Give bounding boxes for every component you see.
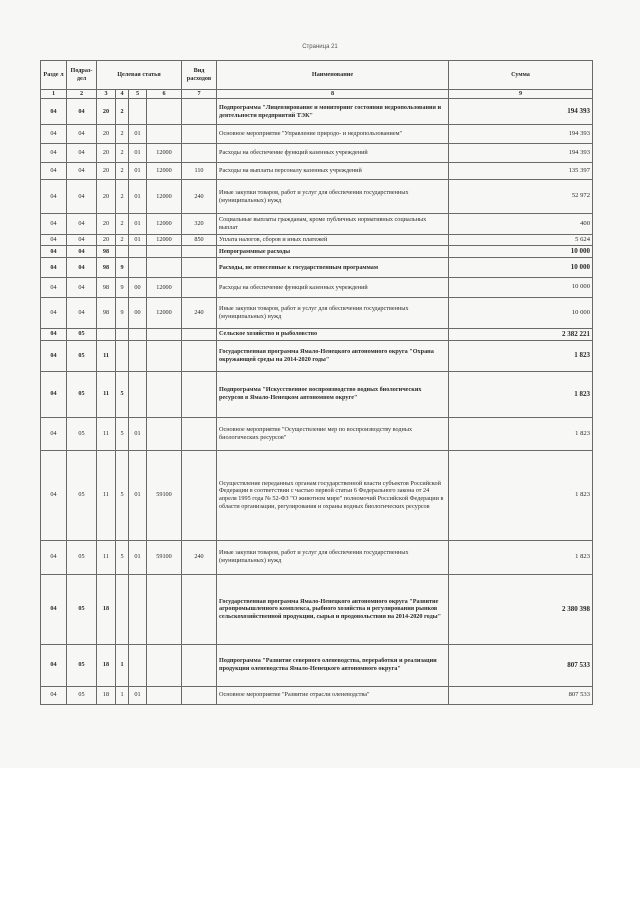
cs-subprogram-cell: 2	[116, 214, 129, 235]
index-cell: 2	[67, 90, 97, 99]
cs-subprogram-cell: 2	[116, 125, 129, 144]
table-row	[41, 180, 593, 214]
summa-cell: 135 397	[449, 163, 593, 180]
index-cell: 1	[41, 90, 67, 99]
header-summa: Сумма	[449, 61, 593, 90]
vid-rashodov-cell	[182, 257, 217, 277]
podrazdel-cell: 04	[67, 297, 97, 328]
column-index-row	[41, 90, 593, 99]
cs-direction-cell: 59100	[147, 540, 182, 574]
summa-cell: 807 533	[449, 686, 593, 704]
cs-subprogram-cell	[116, 574, 129, 644]
cs-direction-cell: 12000	[147, 180, 182, 214]
razdel-cell: 04	[41, 99, 67, 125]
razdel-cell: 04	[41, 371, 67, 417]
naimenovanie-cell: Основное мероприятие "Осуществление мер по воспроизводству водных биологических ресурсов"	[217, 417, 449, 450]
cs-direction-cell	[147, 257, 182, 277]
header-naimenovanie: Наименование	[217, 61, 449, 90]
table-row	[41, 277, 593, 297]
cs-subprogram-cell: 1	[116, 644, 129, 686]
cs-subprogram-cell: 2	[116, 163, 129, 180]
razdel-cell: 04	[41, 163, 67, 180]
table-row	[41, 574, 593, 644]
cs-program-cell: 20	[97, 214, 116, 235]
razdel-cell: 04	[41, 574, 67, 644]
table-row	[41, 417, 593, 450]
vid-rashodov-cell: 850	[182, 235, 217, 246]
cs-direction-cell: 12000	[147, 235, 182, 246]
table-row	[41, 246, 593, 258]
razdel-cell: 04	[41, 540, 67, 574]
summa-cell: 1 823	[449, 540, 593, 574]
naimenovanie-cell: Уплата налогов, сборов и иных платежей	[217, 235, 449, 246]
cs-program-cell: 98	[97, 246, 116, 258]
page-number: Страница 21	[302, 44, 338, 50]
naimenovanie-cell: Подпрограмма "Искусственное воспроизводство водных биологических ресурсов в Ямало-Ненецком автономном округе"	[217, 371, 449, 417]
vid-rashodov-cell	[182, 686, 217, 704]
naimenovanie-cell: Подпрограмма "Развитие северного оленеводства, переработки и реализации продукции оленеводства Ямало-Ненецкого автономного округа"	[217, 644, 449, 686]
summa-cell: 194 393	[449, 99, 593, 125]
cs-subprogram-cell	[116, 246, 129, 258]
podrazdel-cell: 05	[67, 540, 97, 574]
razdel-cell: 04	[41, 144, 67, 163]
podrazdel-cell: 05	[67, 340, 97, 371]
cs-program-cell: 18	[97, 574, 116, 644]
index-cell: 9	[449, 90, 593, 99]
summa-cell: 2 380 398	[449, 574, 593, 644]
cs-event-cell: 00	[129, 277, 147, 297]
vid-rashodov-cell	[182, 340, 217, 371]
cs-program-cell: 20	[97, 163, 116, 180]
table-row	[41, 540, 593, 574]
podrazdel-cell: 04	[67, 246, 97, 258]
cs-program-cell: 11	[97, 417, 116, 450]
naimenovanie-cell: Осуществление переданных органам государственной власти субъектов Российской Федерации в соответствии с частью первой статьи 6 Федерального закона от 24 апреля 1995 года № 52-ФЗ "О животном мире" полномочий Российской Федерации в области организации, регулирования и охраны водных биологических ресурсов	[217, 450, 449, 540]
cs-direction-cell	[147, 125, 182, 144]
cs-program-cell: 98	[97, 257, 116, 277]
podrazdel-cell: 04	[67, 144, 97, 163]
table-row	[41, 297, 593, 328]
cs-direction-cell	[147, 417, 182, 450]
cs-direction-cell	[147, 340, 182, 371]
podrazdel-cell: 04	[67, 277, 97, 297]
table-row	[41, 371, 593, 417]
naimenovanie-cell: Государственная программа Ямало-Ненецкого автономного округа "Развитие агропромышленного комплекса, рыбного хозяйства и регулирования рынков сельскохозяйственной продукции, сырья и продовольствия на 2014-2020 годы"	[217, 574, 449, 644]
summa-cell: 10 000	[449, 297, 593, 328]
podrazdel-cell: 05	[67, 686, 97, 704]
cs-event-cell: 01	[129, 235, 147, 246]
cs-program-cell: 18	[97, 644, 116, 686]
razdel-cell: 04	[41, 246, 67, 258]
naimenovanie-cell: Расходы, не отнесенные к государственным программам	[217, 257, 449, 277]
cs-program-cell: 20	[97, 125, 116, 144]
cs-program-cell: 11	[97, 371, 116, 417]
cs-event-cell	[129, 328, 147, 340]
cs-event-cell: 01	[129, 686, 147, 704]
summa-cell: 1 823	[449, 340, 593, 371]
index-cell: 3	[97, 90, 116, 99]
cs-event-cell: 01	[129, 214, 147, 235]
naimenovanie-cell: Социальные выплаты гражданам, кроме публичных нормативных социальных выплат	[217, 214, 449, 235]
cs-program-cell: 20	[97, 235, 116, 246]
header-razdel: Разде л	[41, 61, 67, 90]
vid-rashodov-cell: 240	[182, 297, 217, 328]
table-row	[41, 450, 593, 540]
table-header-row	[41, 61, 593, 90]
summa-cell: 194 393	[449, 144, 593, 163]
razdel-cell: 04	[41, 417, 67, 450]
table-row	[41, 340, 593, 371]
table-row	[41, 125, 593, 144]
cs-program-cell: 18	[97, 686, 116, 704]
cs-direction-cell	[147, 574, 182, 644]
table-row	[41, 144, 593, 163]
cs-program-cell: 20	[97, 144, 116, 163]
podrazdel-cell: 04	[67, 180, 97, 214]
cs-direction-cell	[147, 328, 182, 340]
podrazdel-cell: 05	[67, 574, 97, 644]
podrazdel-cell: 04	[67, 257, 97, 277]
vid-rashodov-cell	[182, 371, 217, 417]
cs-program-cell: 11	[97, 340, 116, 371]
table-row	[41, 644, 593, 686]
naimenovanie-cell: Иные закупки товаров, работ и услуг для обеспечения государственных (муниципальных) нужд	[217, 180, 449, 214]
vid-rashodov-cell	[182, 450, 217, 540]
razdel-cell: 04	[41, 686, 67, 704]
table-row	[41, 235, 593, 246]
razdel-cell: 04	[41, 297, 67, 328]
naimenovanie-cell: Расходы на обеспечение функций казенных учреждений	[217, 144, 449, 163]
summa-cell: 1 823	[449, 371, 593, 417]
cs-program-cell: 11	[97, 540, 116, 574]
cs-event-cell: 01	[129, 180, 147, 214]
summa-cell: 5 624	[449, 235, 593, 246]
podrazdel-cell: 05	[67, 644, 97, 686]
vid-rashodov-cell: 240	[182, 540, 217, 574]
cs-subprogram-cell: 9	[116, 297, 129, 328]
podrazdel-cell: 05	[67, 417, 97, 450]
index-cell: 4	[116, 90, 129, 99]
vid-rashodov-cell	[182, 417, 217, 450]
cs-event-cell	[129, 99, 147, 125]
cs-direction-cell: 12000	[147, 163, 182, 180]
cs-direction-cell: 12000	[147, 297, 182, 328]
podrazdel-cell: 04	[67, 99, 97, 125]
razdel-cell: 04	[41, 340, 67, 371]
razdel-cell: 04	[41, 450, 67, 540]
cs-subprogram-cell: 1	[116, 686, 129, 704]
vid-rashodov-cell	[182, 246, 217, 258]
summa-cell: 807 533	[449, 644, 593, 686]
table-row	[41, 163, 593, 180]
razdel-cell: 04	[41, 180, 67, 214]
summa-cell: 1 823	[449, 450, 593, 540]
vid-rashodov-cell	[182, 125, 217, 144]
cs-event-cell	[129, 257, 147, 277]
naimenovanie-cell: Основное мероприятие "Управление природо- и недропользованием"	[217, 125, 449, 144]
podrazdel-cell: 05	[67, 450, 97, 540]
cs-event-cell: 01	[129, 540, 147, 574]
razdel-cell: 04	[41, 214, 67, 235]
naimenovanie-cell: Подпрограмма "Лицензирование и мониторинг состояния недропользования и деятельности предприятий ТЭК"	[217, 99, 449, 125]
cs-subprogram-cell: 5	[116, 417, 129, 450]
vid-rashodov-cell	[182, 574, 217, 644]
summa-cell: 194 393	[449, 125, 593, 144]
cs-subprogram-cell: 9	[116, 277, 129, 297]
cs-subprogram-cell: 2	[116, 180, 129, 214]
table-row	[41, 99, 593, 125]
cs-program-cell: 11	[97, 450, 116, 540]
cs-subprogram-cell: 5	[116, 371, 129, 417]
podrazdel-cell: 04	[67, 235, 97, 246]
naimenovanie-cell: Непрограммные расходы	[217, 246, 449, 258]
podrazdel-cell: 04	[67, 163, 97, 180]
cs-event-cell: 01	[129, 144, 147, 163]
cs-event-cell: 01	[129, 163, 147, 180]
table-row	[41, 257, 593, 277]
cs-event-cell	[129, 644, 147, 686]
cs-event-cell: 00	[129, 297, 147, 328]
cs-direction-cell: 12000	[147, 277, 182, 297]
summa-cell: 10 000	[449, 246, 593, 258]
naimenovanie-cell: Расходы на обеспечение функций казенных учреждений	[217, 277, 449, 297]
summa-cell: 10 000	[449, 277, 593, 297]
cs-program-cell	[97, 328, 116, 340]
vid-rashodov-cell: 240	[182, 180, 217, 214]
podrazdel-cell: 05	[67, 328, 97, 340]
index-cell: 8	[217, 90, 449, 99]
cs-direction-cell: 12000	[147, 214, 182, 235]
summa-cell: 52 972	[449, 180, 593, 214]
cs-subprogram-cell: 5	[116, 540, 129, 574]
naimenovanie-cell: Иные закупки товаров, работ и услуг для обеспечения государственных (муниципальных) нужд	[217, 297, 449, 328]
razdel-cell: 04	[41, 257, 67, 277]
vid-rashodov-cell: 110	[182, 163, 217, 180]
podrazdel-cell: 05	[67, 371, 97, 417]
table-row	[41, 686, 593, 704]
index-cell: 5	[129, 90, 147, 99]
cs-program-cell: 20	[97, 99, 116, 125]
naimenovanie-cell: Государственная программа Ямало-Ненецкого автономного округа "Охрана окружающей среды на 2014-2020 годы"	[217, 340, 449, 371]
podrazdel-cell: 04	[67, 125, 97, 144]
vid-rashodov-cell	[182, 99, 217, 125]
cs-program-cell: 98	[97, 277, 116, 297]
cs-direction-cell	[147, 644, 182, 686]
cs-direction-cell	[147, 99, 182, 125]
razdel-cell: 04	[41, 235, 67, 246]
table-row	[41, 328, 593, 340]
cs-direction-cell: 12000	[147, 144, 182, 163]
index-cell: 6	[147, 90, 182, 99]
cs-subprogram-cell: 2	[116, 99, 129, 125]
cs-subprogram-cell: 9	[116, 257, 129, 277]
naimenovanie-cell: Сельское хозяйство и рыболовство	[217, 328, 449, 340]
table-row	[41, 214, 593, 235]
cs-subprogram-cell	[116, 340, 129, 371]
cs-direction-cell	[147, 686, 182, 704]
budget-table	[40, 60, 593, 705]
index-cell: 7	[182, 90, 217, 99]
cs-event-cell: 01	[129, 417, 147, 450]
header-vid-rashodov: Вид расходов	[182, 61, 217, 90]
cs-direction-cell	[147, 371, 182, 417]
cs-program-cell: 20	[97, 180, 116, 214]
vid-rashodov-cell	[182, 144, 217, 163]
vid-rashodov-cell	[182, 328, 217, 340]
header-podrazdel: Подраз- дел	[67, 61, 97, 90]
summa-cell: 10 000	[449, 257, 593, 277]
cs-subprogram-cell	[116, 328, 129, 340]
vid-rashodov-cell	[182, 277, 217, 297]
cs-subprogram-cell: 2	[116, 144, 129, 163]
cs-subprogram-cell: 5	[116, 450, 129, 540]
cs-subprogram-cell: 2	[116, 235, 129, 246]
cs-event-cell	[129, 574, 147, 644]
cs-event-cell	[129, 246, 147, 258]
vid-rashodov-cell	[182, 644, 217, 686]
summa-cell: 400	[449, 214, 593, 235]
cs-event-cell	[129, 371, 147, 417]
podrazdel-cell: 04	[67, 214, 97, 235]
naimenovanie-cell: Иные закупки товаров, работ и услуг для обеспечения государственных (муниципальных) нужд	[217, 540, 449, 574]
naimenovanie-cell: Расходы на выплаты персоналу казенных учреждений	[217, 163, 449, 180]
vid-rashodov-cell: 320	[182, 214, 217, 235]
cs-event-cell	[129, 340, 147, 371]
summa-cell: 1 823	[449, 417, 593, 450]
header-celevaya-statya: Целевая статья	[97, 61, 182, 90]
naimenovanie-cell: Основное мероприятие "Развитие отрасли оленеводства"	[217, 686, 449, 704]
cs-event-cell: 01	[129, 450, 147, 540]
razdel-cell: 04	[41, 328, 67, 340]
cs-program-cell: 98	[97, 297, 116, 328]
razdel-cell: 04	[41, 125, 67, 144]
cs-direction-cell: 59100	[147, 450, 182, 540]
summa-cell: 2 382 221	[449, 328, 593, 340]
cs-event-cell: 01	[129, 125, 147, 144]
razdel-cell: 04	[41, 277, 67, 297]
cs-direction-cell	[147, 246, 182, 258]
razdel-cell: 04	[41, 644, 67, 686]
